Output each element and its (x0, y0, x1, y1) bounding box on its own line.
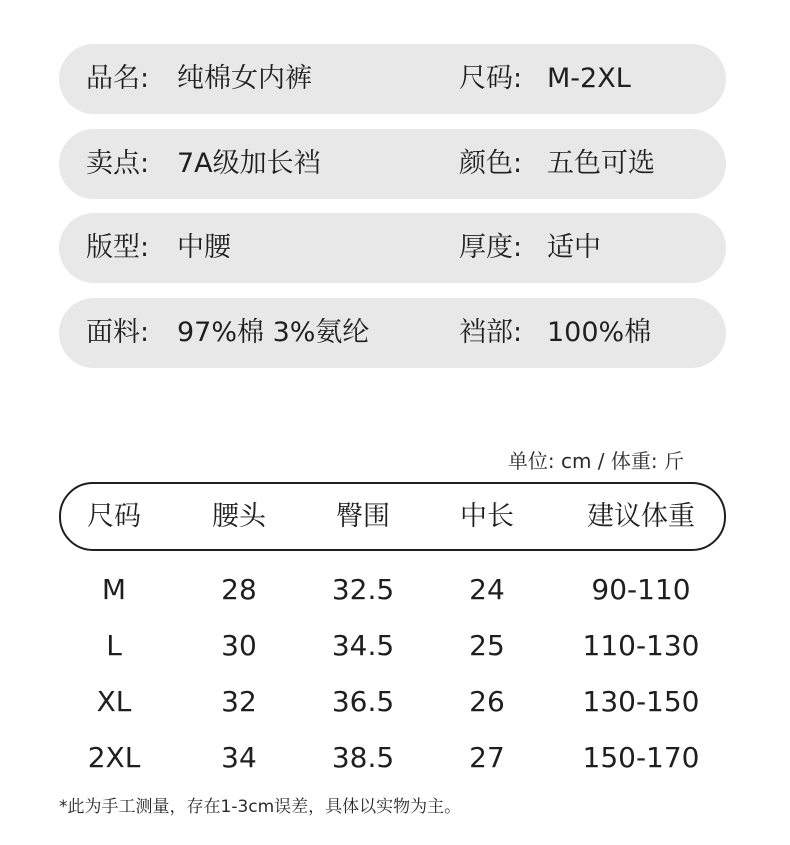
spec-label: 颜色: (459, 148, 523, 179)
cell-length: 25 (469, 629, 505, 662)
spec-label: 裆部: (459, 317, 523, 348)
cell-hip: 38.5 (331, 741, 395, 774)
spec-row (59, 213, 726, 283)
spec-value: 97%棉 3%氨纶 (177, 317, 370, 348)
header-hip: 臀围 (336, 501, 390, 532)
spec-label: 厚度: (459, 232, 523, 263)
cell-length: 24 (469, 573, 505, 606)
cell-waist: 32 (221, 685, 257, 718)
table-row (0, 730, 790, 786)
cell-waist: 34 (221, 741, 257, 774)
spec-value: 中腰 (177, 232, 231, 263)
spec-label: 版型: (86, 232, 150, 263)
cell-weight: 110-130 (582, 629, 700, 662)
spec-row (59, 298, 726, 368)
footnote: *此为手工测量，存在1-3cm误差，具体以实物为主。 (59, 797, 462, 817)
spec-value: 五色可选 (547, 148, 655, 179)
spec-label: 品名: (86, 63, 150, 94)
spec-value: 7A级加长裆 (177, 148, 321, 179)
table-row (0, 674, 790, 730)
cell-waist: 30 (221, 629, 257, 662)
table-row (0, 562, 790, 618)
cell-length: 27 (469, 741, 505, 774)
spec-value: 纯棉女内裤 (177, 63, 312, 94)
cell-weight: 130-150 (582, 685, 700, 718)
unit-note: 单位: cm / 体重: 斤 (507, 449, 684, 473)
header-size: 尺码 (87, 501, 141, 532)
spec-row (59, 129, 726, 199)
header-waist: 腰头 (212, 501, 266, 532)
cell-size: M (101, 573, 127, 606)
cell-hip: 36.5 (331, 685, 395, 718)
spec-value: 100%棉 (547, 317, 652, 348)
spec-row (59, 44, 726, 114)
cell-weight: 150-170 (582, 741, 700, 774)
cell-hip: 34.5 (331, 629, 395, 662)
cell-size: L (106, 629, 122, 662)
spec-value: M-2XL (547, 63, 631, 94)
spec-label: 面料: (86, 317, 150, 348)
size-table-header (59, 482, 726, 551)
cell-size: XL (96, 685, 132, 718)
spec-value: 适中 (547, 232, 601, 263)
cell-weight: 90-110 (591, 573, 691, 606)
table-row (0, 618, 790, 674)
spec-label: 尺码: (459, 63, 523, 94)
header-length: 中长 (460, 501, 514, 532)
header-weight: 建议体重 (587, 501, 695, 532)
spec-label: 卖点: (86, 148, 150, 179)
cell-waist: 28 (221, 573, 257, 606)
cell-length: 26 (469, 685, 505, 718)
cell-hip: 32.5 (331, 573, 395, 606)
cell-size: 2XL (87, 741, 141, 774)
